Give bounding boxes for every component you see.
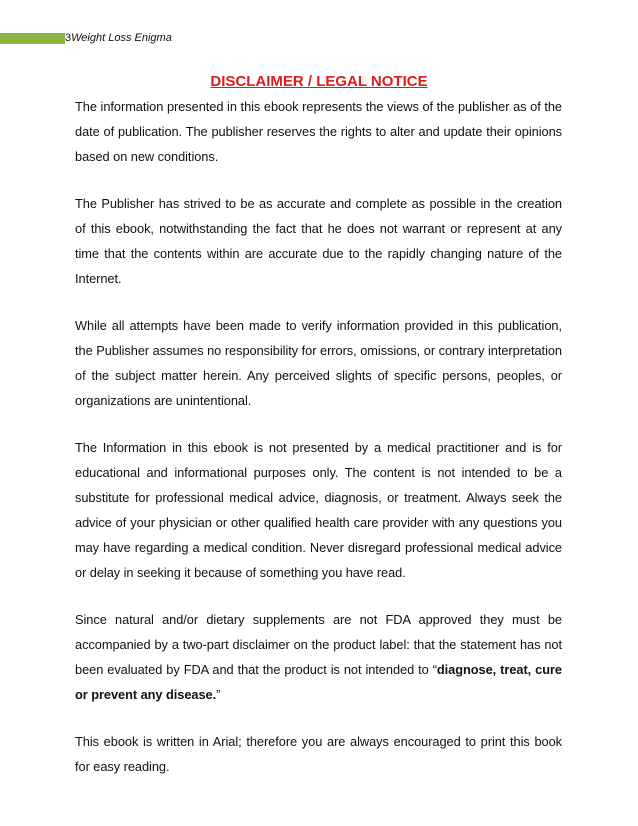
paragraph-responsibility: While all attempts have been made to verify information provided in this publication, the Publisher assumes no responsibility for errors, omissions, or contrary interpretation of the subject matter herein. Any perceived slights of specific persons, peoples, or organizations are unintentional. (75, 318, 562, 408)
fda-text-start: Since natural and/or dietary supplements are not FDA approved they must be accompanied by a two-part disclaimer on the product label: that the statement has not been evaluated by FDA and that the product is not intended to “ (75, 612, 562, 677)
fda-text-end: ” (216, 687, 221, 702)
running-header (65, 30, 172, 46)
page-title: DISCLAIMER / LEGAL NOTICE (210, 73, 428, 90)
header-accent-bar (0, 33, 65, 44)
paragraph-medical-advice: The Information in this ebook is not presented by a medical practitioner and is for educational and informational purposes only. The content is not intended to be a substitute for professional medical advice, diagnosis, or treatment. Always seek the advice of your physician or other qualified health care provider with any questions you may have regarding a medical condition. Never disregard professional medical advice or delay in seeking it because of something you have read. (75, 440, 562, 580)
book-title: Weight Loss Enigma (71, 32, 172, 44)
paragraph-publication-views: The information presented in this ebook represents the views of the publisher as of the date of publication. The publisher reserves the rights to alter and update their opinions based on new conditions. (75, 99, 562, 164)
paragraph-fda-disclaimer (75, 607, 562, 707)
paragraph-font-note: This ebook is written in Arial; therefore you are always encouraged to print this book for easy reading. (75, 734, 562, 774)
fda-bold-phrase: diagnose, treat, cure or prevent any disease. (75, 662, 562, 702)
document-body (75, 94, 562, 801)
paragraph-accuracy: The Publisher has strived to be as accurate and complete as possible in the creation of this ebook, notwithstanding the fact that he does not warrant or represent at any time that the contents within are accurate due to the rapidly changing nature of the Internet. (75, 196, 562, 286)
page-number: 3 (65, 32, 72, 44)
